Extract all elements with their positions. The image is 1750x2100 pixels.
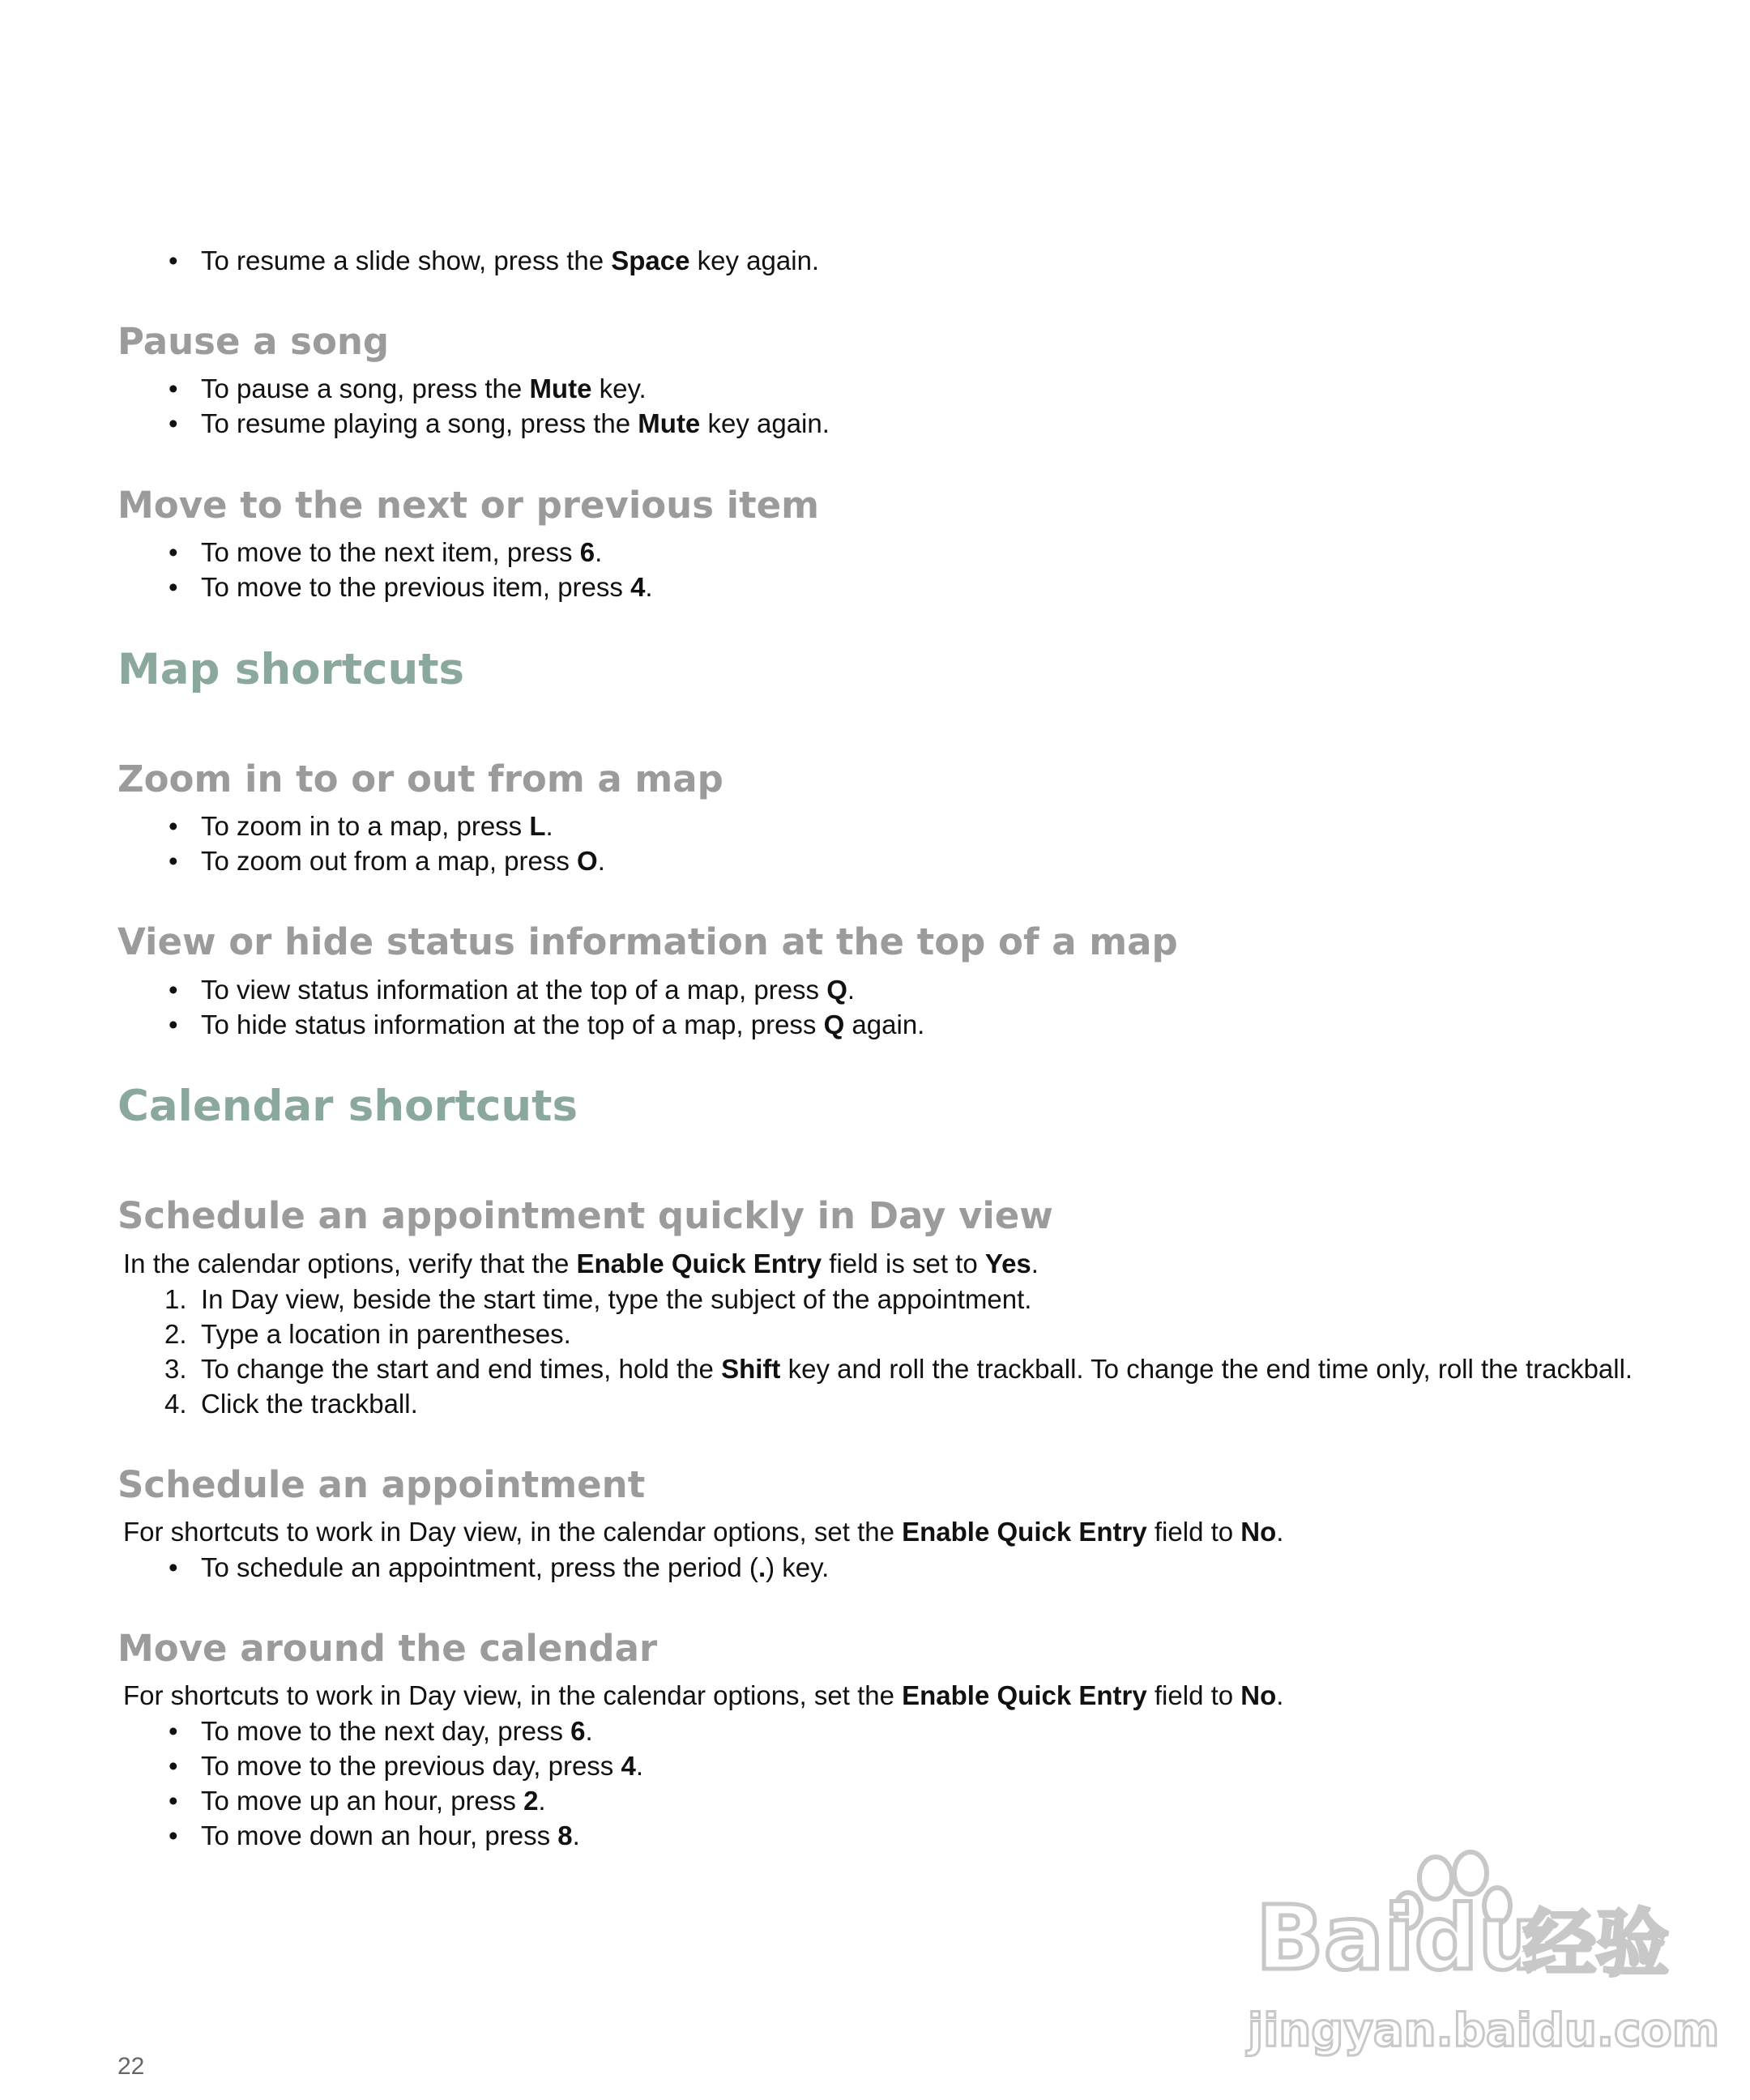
section-heading: View or hide status information at the top of a map xyxy=(117,920,1178,963)
bullet-mark: • xyxy=(169,975,178,1005)
list-item-text: To move to the next item, press 6. xyxy=(201,537,603,567)
list-item-text: To move down an hour, press 8. xyxy=(201,1820,580,1850)
step-number: 1. xyxy=(164,1284,187,1314)
list-item-text: To view status information at the top of a map, press Q. xyxy=(201,975,856,1005)
paragraph-text: For shortcuts to work in Day view, in the calendar options, set the Enable Quick Entry field to No. xyxy=(123,1680,1284,1710)
step-text: Type a location in parentheses. xyxy=(201,1319,571,1349)
list-item-text: To resume playing a song, press the Mute key again. xyxy=(201,408,830,438)
bullet-mark: • xyxy=(169,572,178,602)
key-name: L xyxy=(529,811,546,841)
list-item-text: To schedule an appointment, press the period (.) key. xyxy=(201,1552,830,1582)
chapter-heading: Map shortcuts xyxy=(117,645,465,694)
bullet-mark: • xyxy=(169,245,178,275)
key-name: 4 xyxy=(621,1751,636,1781)
key-name: O xyxy=(577,846,598,876)
key-name: 2 xyxy=(523,1786,539,1816)
key-name: 6 xyxy=(570,1716,586,1746)
chapter-heading: Calendar shortcuts xyxy=(117,1082,578,1131)
step-text: To change the start and end times, hold the Shift key and roll the trackball. To change the end time only, roll the trackball. xyxy=(201,1354,1633,1384)
bullet-mark: • xyxy=(169,1552,178,1582)
key-name: Q xyxy=(823,1009,845,1039)
key-name: Space xyxy=(611,245,690,275)
bullet-mark: • xyxy=(169,408,178,438)
bullet-mark: • xyxy=(169,811,178,841)
paragraph-text: For shortcuts to work in Day view, in the calendar options, set the Enable Quick Entry field to No. xyxy=(123,1517,1284,1547)
bullet-mark: • xyxy=(169,1751,178,1781)
step-number: 2. xyxy=(164,1319,187,1349)
key-name: 6 xyxy=(579,537,595,567)
watermark-cn: 经验 xyxy=(1523,1902,1669,1987)
list-item-text: To move to the next day, press 6. xyxy=(201,1716,593,1746)
list-item-text: To move to the previous item, press 4. xyxy=(201,572,653,602)
bullet-mark: • xyxy=(169,846,178,876)
field-value: No xyxy=(1240,1517,1277,1547)
key-name: Mute xyxy=(638,408,701,438)
watermark-brand: Baidu xyxy=(1256,1886,1542,1990)
key-name: 4 xyxy=(630,572,646,602)
list-item-text: To move up an hour, press 2. xyxy=(201,1786,546,1816)
section-heading: Move around the calendar xyxy=(117,1627,658,1670)
field-value: No xyxy=(1240,1680,1277,1710)
list-item-text: To move to the previous day, press 4. xyxy=(201,1751,644,1781)
section-heading: Schedule an appointment xyxy=(117,1463,646,1506)
list-item-text: To hide status information at the top of a map, press Q again. xyxy=(201,1009,925,1039)
bullet-mark: • xyxy=(169,373,178,403)
step-number: 4. xyxy=(164,1389,187,1419)
field-name: Enable Quick Entry xyxy=(576,1248,822,1278)
field-name: Enable Quick Entry xyxy=(902,1680,1147,1710)
field-name: Enable Quick Entry xyxy=(902,1517,1147,1547)
bullet-mark: • xyxy=(169,1786,178,1816)
bullet-mark: • xyxy=(169,1009,178,1039)
list-item-text: To zoom out from a map, press O. xyxy=(201,846,605,876)
list-item-text: To resume a slide show, press the Space key again. xyxy=(201,245,820,275)
baidu-jingyan-watermark xyxy=(1248,1847,1720,2066)
list-item-text: To pause a song, press the Mute key. xyxy=(201,373,647,403)
bullet-mark: • xyxy=(169,1820,178,1850)
key-name: 8 xyxy=(557,1820,573,1850)
step-text: Click the trackball. xyxy=(201,1389,418,1419)
list-item-text: To zoom in to a map, press L. xyxy=(201,811,553,841)
section-heading: Pause a song xyxy=(117,320,390,363)
key-name: . xyxy=(758,1552,766,1582)
bullet-mark: • xyxy=(169,1716,178,1746)
section-heading: Move to the next or previous item xyxy=(117,484,820,527)
step-text: In Day view, beside the start time, type the subject of the appointment. xyxy=(201,1284,1032,1314)
bullet-mark: • xyxy=(169,537,178,567)
key-name: Q xyxy=(826,975,847,1005)
page-number: 22 xyxy=(117,2053,145,2080)
paragraph-text: In the calendar options, verify that the Enable Quick Entry field is set to Yes. xyxy=(123,1248,1039,1278)
section-heading: Zoom in to or out from a map xyxy=(117,758,723,800)
step-number: 3. xyxy=(164,1354,187,1384)
key-name: Mute xyxy=(529,373,592,403)
field-value: Yes xyxy=(984,1248,1031,1278)
watermark-url: jingyan.baidu.com xyxy=(1248,2004,1720,2057)
section-heading: Schedule an appointment quickly in Day view xyxy=(117,1194,1053,1237)
key-name: Shift xyxy=(721,1354,781,1384)
